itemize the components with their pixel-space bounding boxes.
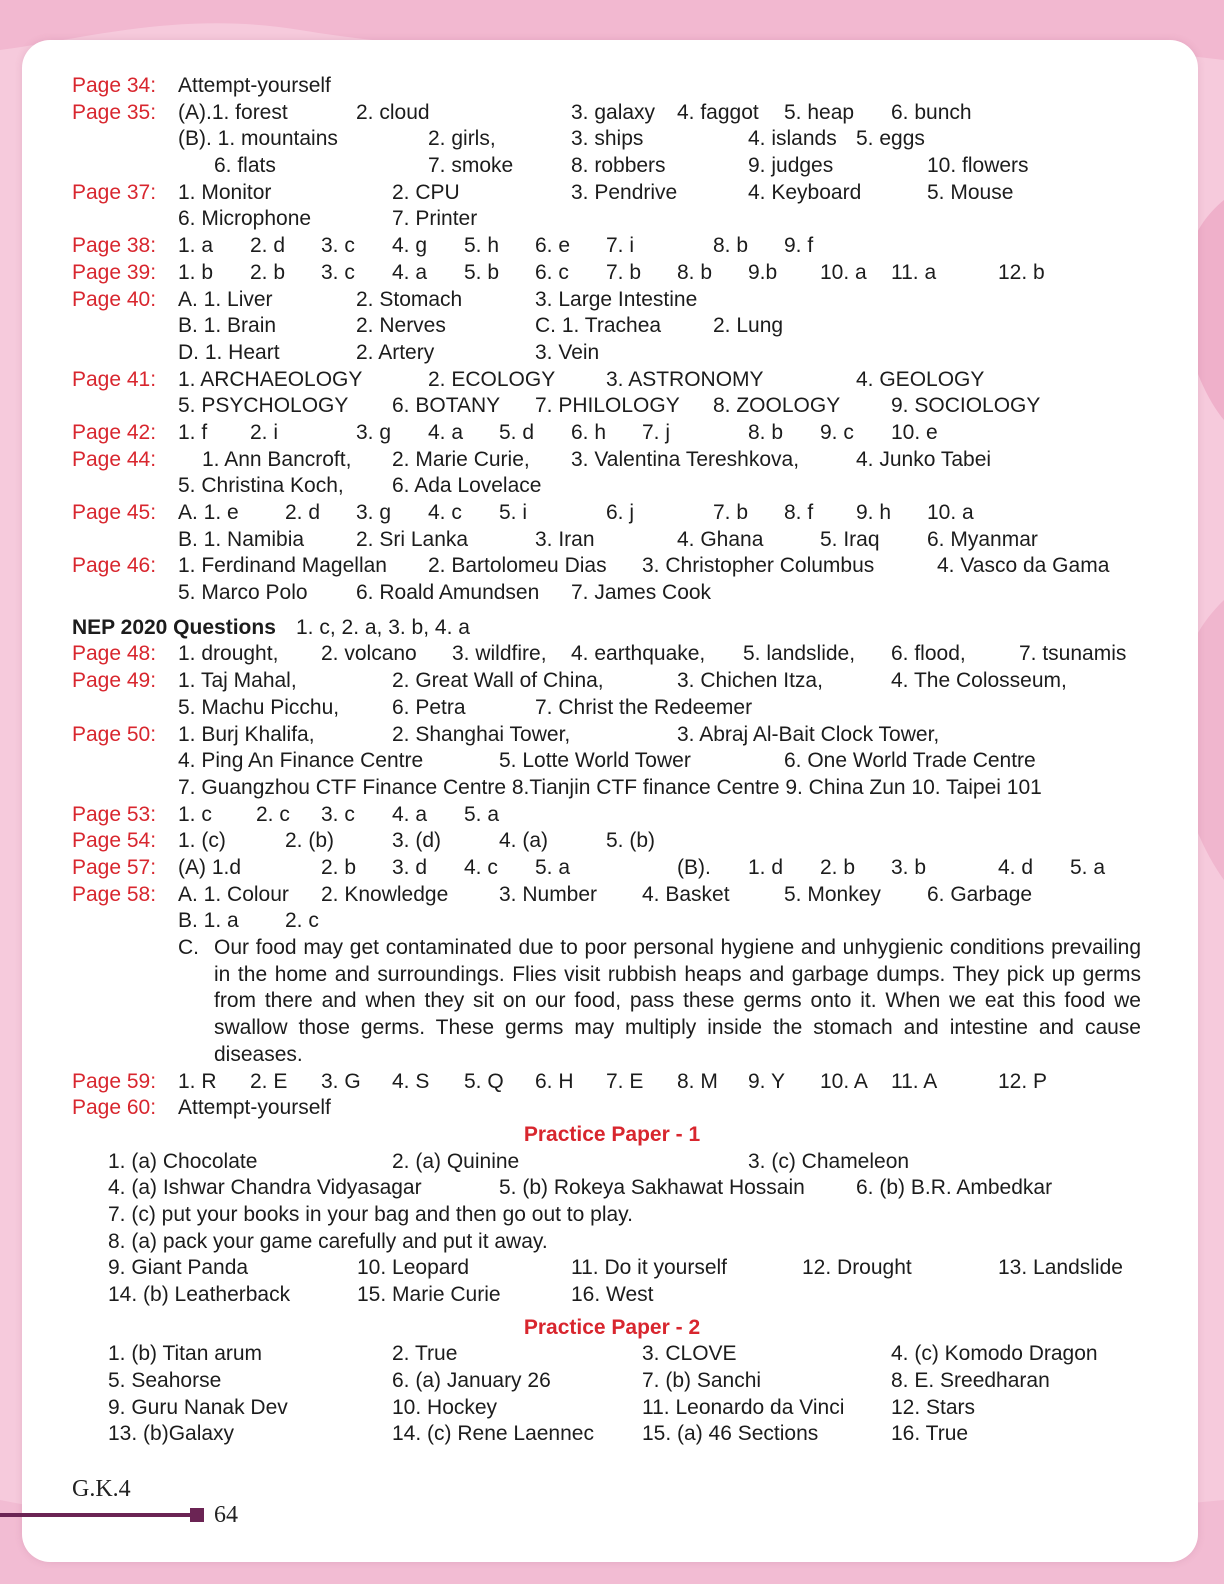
answer-item: A. 1. e — [178, 501, 239, 524]
practice-paper-2-item: 8. E. Sreedharan — [891, 1369, 1050, 1393]
practice-paper-1-row — [72, 1202, 1152, 1229]
answer-item: 6. e — [535, 234, 571, 258]
answer-item: 5. eggs — [856, 127, 925, 151]
answer-item: 6. c — [535, 260, 569, 284]
page-label: Page 39: — [72, 260, 157, 284]
answer-row — [72, 340, 1152, 367]
answer-item: 2. volcano — [321, 642, 417, 666]
paragraph-text: Our food may get contaminated due to poor personal hygiene and unhygienic conditions prevailing in the home and surroundings. Flies visit rubbish heaps and garbage dumps. They pick up germs from there and when they sit on our food, pass these germs onto it. When we eat this food we swallow those germs. These germs may multiply inside the stomach and intestine and cause diseases. — [214, 936, 1141, 1066]
answer-item: 6. Myanmar — [927, 527, 1038, 551]
answer-item: 3. c — [321, 234, 355, 258]
page-label: Page 40: — [72, 287, 157, 311]
answer-item: B. 1. Namibia — [178, 527, 305, 551]
practice-paper-2-item: 5. Seahorse — [108, 1369, 222, 1393]
answer-item: 7. smoke — [428, 154, 514, 178]
answer-item: 3. Pendrive — [571, 180, 678, 204]
answer-item: 3. ships — [571, 127, 644, 151]
answer-row — [72, 393, 1152, 420]
answer-item: 2. Sri Lanka — [356, 527, 469, 551]
answer-item: (B). 1. mountains — [178, 127, 338, 151]
answer-row — [72, 367, 1152, 394]
practice-paper-1-item: 9. Giant Panda — [108, 1256, 249, 1280]
practice-paper-1-item: 5. (b) Rokeya Sakhawat Hossain — [499, 1176, 805, 1200]
answer-item: 4. a — [428, 420, 464, 444]
page-label: Page 48: — [72, 642, 157, 666]
page-label: Page 38: — [72, 234, 157, 258]
answer-item: 4. d — [998, 855, 1034, 879]
answer-item: 9. c — [820, 420, 854, 444]
practice-paper-1-title: Practice Paper - 1 — [523, 1122, 701, 1146]
answer-item: 5. a — [535, 855, 571, 879]
answer-item: 6. flood, — [891, 642, 966, 666]
spacer — [72, 607, 1152, 615]
answer-item: 4. The Colosseum, — [891, 669, 1067, 693]
answer-item: 5. i — [499, 501, 528, 524]
answer-row — [72, 882, 1152, 909]
answer-item: 4. c — [464, 855, 498, 879]
answer-item: 2. Artery — [356, 340, 435, 364]
practice-paper-2-row — [72, 1395, 1152, 1422]
answer-item: 3. ASTRONOMY — [606, 367, 764, 391]
answer-item: 7. b — [713, 501, 749, 524]
answer-item: 6. Roald Amundsen — [356, 581, 540, 605]
answer-row — [72, 313, 1152, 340]
answer-row — [72, 1095, 1152, 1122]
answer-item: 1. Taj Mahal, — [178, 669, 297, 693]
answer-row — [72, 180, 1152, 207]
answer-item: 5. Mouse — [927, 180, 1014, 204]
practice-paper-1-item: 15. Marie Curie — [357, 1283, 501, 1306]
answer-item: 6. Petra — [392, 695, 466, 719]
answer-item: 4. Junko Tabei — [856, 447, 992, 471]
book-title: G.K.4 — [72, 1476, 131, 1502]
practice-paper-2-item: 2. True — [392, 1342, 458, 1366]
answer-item: 2. b — [321, 855, 357, 879]
page-label: Page 34: — [72, 74, 157, 97]
answer-item: 2. Great Wall of China, — [392, 669, 604, 693]
practice-paper-1-item: 1. (a) Chocolate — [108, 1149, 258, 1173]
answer-item: 6. h — [571, 420, 607, 444]
answer-item: 5. b — [464, 260, 500, 284]
practice-paper-1-item: 14. (b) Leatherback — [108, 1283, 291, 1306]
page-label: Page 60: — [72, 1096, 157, 1120]
answer-item: 8. b — [713, 234, 749, 258]
page-label: Page 50: — [72, 722, 157, 746]
nep-row — [72, 615, 1152, 642]
answer-row — [72, 908, 1152, 935]
answer-row — [72, 802, 1152, 829]
answer-item: 2. ECOLOGY — [428, 367, 556, 391]
answer-item: 3. Valentina Tereshkova, — [571, 447, 800, 471]
answer-item: B. 1. Brain — [178, 314, 277, 338]
answer-item: 3. c — [321, 260, 355, 284]
answer-item: (A).1. forest — [178, 100, 288, 124]
answer-item: 6. H — [535, 1069, 574, 1093]
answer-item: 3. c — [321, 802, 355, 826]
practice-paper-2-item: 9. Guru Nanak Dev — [108, 1395, 288, 1419]
answer-item: 3. d — [392, 855, 428, 879]
answer-item: 6. flats — [214, 154, 276, 178]
page-label: Page 35: — [72, 100, 157, 124]
answer-item: 4. Ghana — [677, 527, 764, 551]
answer-item: 8. b — [748, 420, 784, 444]
answer-item: 8. M — [677, 1069, 718, 1093]
answer-item: 3. G — [321, 1069, 361, 1093]
practice-paper-2-item: 15. (a) 46 Sections — [642, 1422, 819, 1446]
answer-row — [72, 668, 1152, 695]
answer-item: 4. (a) — [499, 829, 549, 853]
answer-item: 8. robbers — [571, 154, 666, 178]
answer-item: 3. b — [891, 855, 927, 879]
page-label: Page 41: — [72, 367, 157, 391]
answer-item: 2. c — [285, 909, 319, 933]
answer-item: 2. Shanghai Tower, — [392, 722, 571, 746]
answer-item: 9. Y — [748, 1069, 785, 1093]
practice-paper-2-item: 14. (c) Rene Laennec — [392, 1422, 594, 1446]
answer-item: B. 1. a — [178, 909, 239, 933]
paragraph-answer — [72, 935, 1152, 1069]
answer-item: 1. b — [178, 260, 214, 284]
answer-item: 7. j — [642, 420, 671, 444]
answer-item: 10. A — [820, 1069, 868, 1093]
page-label: Page 57: — [72, 855, 157, 879]
answer-item: 10. a — [927, 501, 974, 524]
nep-answers: 1. c, 2. a, 3. b, 4. a — [296, 615, 470, 639]
answer-item: 5. d — [499, 420, 535, 444]
practice-paper-2-item: 16. True — [891, 1422, 969, 1446]
answer-item: 1. f — [178, 420, 208, 444]
practice-paper-2-item: 6. (a) January 26 — [392, 1369, 551, 1393]
answer-row — [72, 126, 1152, 153]
answer-item: 2. Bartolomeu Dias — [428, 554, 607, 578]
answer-item: 4. Basket — [642, 882, 730, 906]
practice-paper-2-row — [72, 1368, 1152, 1395]
answer-item: 4. islands — [748, 127, 837, 151]
practice-paper-2-item: 1. (b) Titan arum — [108, 1342, 263, 1366]
page-label: Page 49: — [72, 669, 157, 693]
answer-item: 6. Microphone — [178, 207, 312, 231]
answer-item: 4. S — [392, 1069, 430, 1093]
answer-item: 3. Vein — [535, 340, 600, 364]
practice-paper-1-row — [72, 1175, 1152, 1202]
answer-item: 5. Machu Picchu, — [178, 695, 340, 719]
answer-item: 4. GEOLOGY — [856, 367, 985, 391]
answer-item: 1. Burj Khalifa, — [178, 722, 315, 746]
answer-item: 8. b — [677, 260, 713, 284]
practice-paper-1-item: 12. Drought — [802, 1256, 912, 1280]
answer-key — [72, 73, 1152, 1448]
answer-row — [72, 447, 1152, 474]
practice-paper-2-row — [72, 1421, 1152, 1448]
answer-item: 6. j — [606, 501, 635, 524]
nep-heading: NEP 2020 Questions — [72, 615, 276, 639]
answer-item: 2. cloud — [356, 100, 430, 124]
answer-item: 3. Christopher Columbus — [642, 554, 875, 578]
answer-item: 11. A — [891, 1069, 938, 1093]
answer-item: 7. James Cook — [571, 581, 712, 605]
answer-item: 5. (b) — [606, 829, 656, 853]
answer-item: 2. E — [250, 1069, 288, 1093]
practice-paper-2-item: 12. Stars — [891, 1395, 976, 1419]
answer-item: 2. i — [250, 420, 279, 444]
answer-item: 3. Iran — [535, 527, 595, 551]
answer-item: 3. (d) — [392, 829, 442, 853]
answer-row — [72, 748, 1152, 775]
answer-item: 6. Garbage — [927, 882, 1033, 906]
footer-rule — [0, 1513, 190, 1517]
practice-paper-1-item: 3. (c) Chameleon — [748, 1149, 910, 1173]
answer-row — [72, 695, 1152, 722]
answer-item: 5. a — [1070, 855, 1106, 879]
answer-item: 7. tsunamis — [1019, 642, 1127, 666]
answer-item: A. 1. Colour — [178, 882, 289, 906]
practice-paper-2-title: Practice Paper - 2 — [523, 1315, 701, 1339]
answer-item: 5. Lotte World Tower — [499, 749, 691, 773]
page-label: Page 37: — [72, 180, 157, 204]
answer-item: 5. Christina Koch, — [178, 474, 344, 498]
answer-row — [72, 473, 1152, 500]
answer-item: 1. Monitor — [178, 180, 272, 204]
answer-item: 5. Iraq — [820, 527, 880, 551]
answer-item: 5. PSYCHOLOGY — [178, 394, 349, 418]
page-label: Page 54: — [72, 829, 157, 853]
practice-paper-1-row — [72, 1255, 1152, 1282]
answer-item: 2. Knowledge — [321, 882, 449, 906]
answer-item: 11. a — [891, 260, 937, 284]
answer-item: 5. landslide, — [743, 642, 856, 666]
answer-item: 3. Chichen Itza, — [677, 669, 823, 693]
footer-square — [190, 1508, 204, 1522]
answer-item: 1. c — [178, 802, 212, 826]
answer-row — [72, 580, 1152, 607]
answer-row — [72, 420, 1152, 447]
answer-item: 2. d — [250, 234, 286, 258]
answer-item: 2. d — [285, 501, 321, 524]
answer-item: 5. h — [464, 234, 500, 258]
practice-paper-2-item: 10. Hockey — [392, 1395, 498, 1419]
answer-item: 9. h — [856, 501, 892, 524]
answer-item: 5. Monkey — [784, 882, 881, 906]
answer-item: C. 1. Trachea — [535, 314, 662, 338]
answer-item: 3. wildfire, — [452, 642, 547, 666]
answer-item: 3. Number — [499, 882, 598, 906]
answer-item: 6. bunch — [891, 100, 972, 124]
answer-row — [72, 828, 1152, 855]
page-label: Page 42: — [72, 420, 157, 444]
answer-item: 3. g — [356, 501, 392, 524]
answer-item: 1. d — [748, 855, 784, 879]
answer-item: 9. f — [784, 234, 814, 258]
answer-item: 10. e — [891, 420, 938, 444]
answer-item: 2. Stomach — [356, 287, 463, 311]
page-label: Page 53: — [72, 802, 157, 826]
answer-item: 4. Vasco da Gama — [937, 554, 1110, 578]
page-label: Page 59: — [72, 1069, 157, 1093]
answer-item: 3. g — [356, 420, 392, 444]
practice-paper-1-row — [72, 1149, 1152, 1176]
answer-row — [72, 1069, 1152, 1096]
answer-item: (A) 1.d — [178, 855, 242, 879]
answer-item: 9.b — [748, 260, 778, 284]
answer-item: 7. E — [606, 1069, 644, 1093]
answer-item: 2. CPU — [392, 180, 460, 204]
answer-item: 7. b — [606, 260, 642, 284]
answer-item: 3. galaxy — [571, 100, 656, 124]
answer-item: 5. heap — [784, 100, 855, 124]
answer-item: 5. Marco Polo — [178, 581, 308, 605]
answer-row — [72, 260, 1152, 287]
answer-row — [72, 527, 1152, 554]
practice-paper-2-item: 11. Leonardo da Vinci — [642, 1395, 845, 1419]
answer-item: 2. girls, — [428, 127, 496, 151]
practice-paper-1-item: 10. Leopard — [357, 1256, 470, 1280]
answer-row — [72, 641, 1152, 668]
answer-item: 1. Ferdinand Magellan — [178, 554, 387, 578]
practice-paper-1-item: 16. West — [571, 1283, 654, 1306]
answer-item: 4. a — [392, 260, 428, 284]
answer-item: 12. b — [998, 260, 1045, 284]
paragraph-marker: C. — [178, 936, 199, 959]
answer-item: 9. judges — [748, 154, 834, 178]
answer-row — [72, 855, 1152, 882]
practice-paper-1-row — [72, 1229, 1152, 1256]
answer-item: 1. (c) — [178, 829, 226, 853]
answer-item: 1. Ann Bancroft, — [202, 447, 352, 471]
answer-item: 2. Marie Curie, — [392, 447, 530, 471]
practice-paper-1-item: 4. (a) Ishwar Chandra Vidyasagar — [108, 1176, 422, 1200]
practice-paper-1-item: 11. Do it yourself — [571, 1256, 728, 1280]
answer-item: 2. b — [250, 260, 286, 284]
answer-item: 4. a — [392, 802, 428, 826]
answer-item: 6. Ada Lovelace — [392, 474, 542, 498]
answer-item: 1. ARCHAEOLOGY — [178, 367, 363, 391]
answer-item: 4. earthquake, — [571, 642, 706, 666]
answer-item: 8. ZOOLOGY — [713, 394, 841, 418]
answer-item: 4. Ping An Finance Centre — [178, 749, 424, 773]
practice-paper-2-row — [72, 1341, 1152, 1368]
answer-item: Attempt-yourself — [178, 1096, 331, 1120]
answer-item: 4. c — [428, 501, 462, 524]
answer-row — [72, 722, 1152, 749]
answer-item: 2. c — [256, 802, 290, 826]
answer-item: 12. P — [998, 1069, 1048, 1093]
answer-item: 6. BOTANY — [392, 394, 501, 418]
answer-row — [72, 206, 1152, 233]
answer-item: Attempt-yourself — [178, 74, 331, 97]
practice-paper-1-item: 8. (a) pack your game carefully and put it away. — [108, 1229, 548, 1253]
practice-paper-1-item: 7. (c) put your books in your bag and then go out to play. — [108, 1202, 633, 1226]
answer-item: 10. a — [820, 260, 867, 284]
answer-item: 7. Christ the Redeemer — [535, 695, 753, 719]
page-label: Page 44: — [72, 447, 157, 471]
answer-item: 9. SOCIOLOGY — [891, 394, 1041, 418]
answer-row — [72, 287, 1152, 314]
answer-item: 1. drought, — [178, 642, 279, 666]
page-label: Page 58: — [72, 882, 157, 906]
page-number: 64 — [214, 1502, 238, 1528]
answer-item: 4. Keyboard — [748, 180, 862, 204]
answer-row — [72, 775, 1152, 802]
answer-item: D. 1. Heart — [178, 340, 280, 364]
practice-paper-2-item: 7. (b) Sanchi — [642, 1369, 762, 1393]
answer-item: 6. One World Trade Centre — [784, 749, 1036, 773]
answer-item: 3. Abraj Al-Bait Clock Tower, — [677, 722, 940, 746]
answer-item: 4. faggot — [677, 100, 759, 124]
answer-row — [72, 553, 1152, 580]
answer-row — [72, 73, 1152, 100]
answer-row — [72, 233, 1152, 260]
answer-item: 7. PHILOLOGY — [535, 394, 680, 418]
answer-item: 2. Lung — [713, 314, 784, 338]
page-label: Page 46: — [72, 554, 157, 578]
answer-item: 7. Guangzhou CTF Finance Centre 8.Tianjin CTF finance Centre 9. China Zun 10. Taipei 101 — [178, 775, 1042, 799]
practice-paper-1-row — [72, 1282, 1152, 1309]
answer-row — [72, 153, 1152, 180]
answer-item: 5. Q — [464, 1069, 504, 1093]
practice-paper-2-item: 4. (c) Komodo Dragon — [891, 1342, 1098, 1366]
practice-paper-2-item: 13. (b)Galaxy — [108, 1422, 235, 1446]
answer-item: 3. Large Intestine — [535, 287, 698, 311]
answer-item: 1. a — [178, 234, 214, 258]
answer-item: 1. R — [178, 1069, 217, 1093]
answer-item: 2. b — [820, 855, 856, 879]
answer-item: 2. (b) — [285, 829, 335, 853]
answer-item: 7. i — [606, 234, 635, 258]
practice-paper-1-item: 13. Landslide — [998, 1256, 1123, 1280]
answer-item: (B). — [677, 855, 711, 879]
answer-item: A. 1. Liver — [178, 287, 273, 311]
practice-paper-2-item: 3. CLOVE — [642, 1342, 737, 1366]
practice-paper-1-item: 6. (b) B.R. Ambedkar — [856, 1176, 1053, 1200]
answer-item: 10. flowers — [927, 154, 1029, 178]
answer-item: 7. Printer — [392, 207, 478, 231]
answer-item: 2. Nerves — [356, 314, 446, 338]
answer-item: 5. a — [464, 802, 500, 826]
page-label: Page 45: — [72, 501, 157, 524]
answer-row — [72, 100, 1152, 127]
answer-item: 4. g — [392, 234, 428, 258]
answer-row — [72, 500, 1152, 527]
answer-item: 8. f — [784, 501, 814, 524]
practice-paper-1-item: 2. (a) Quinine — [392, 1149, 520, 1173]
